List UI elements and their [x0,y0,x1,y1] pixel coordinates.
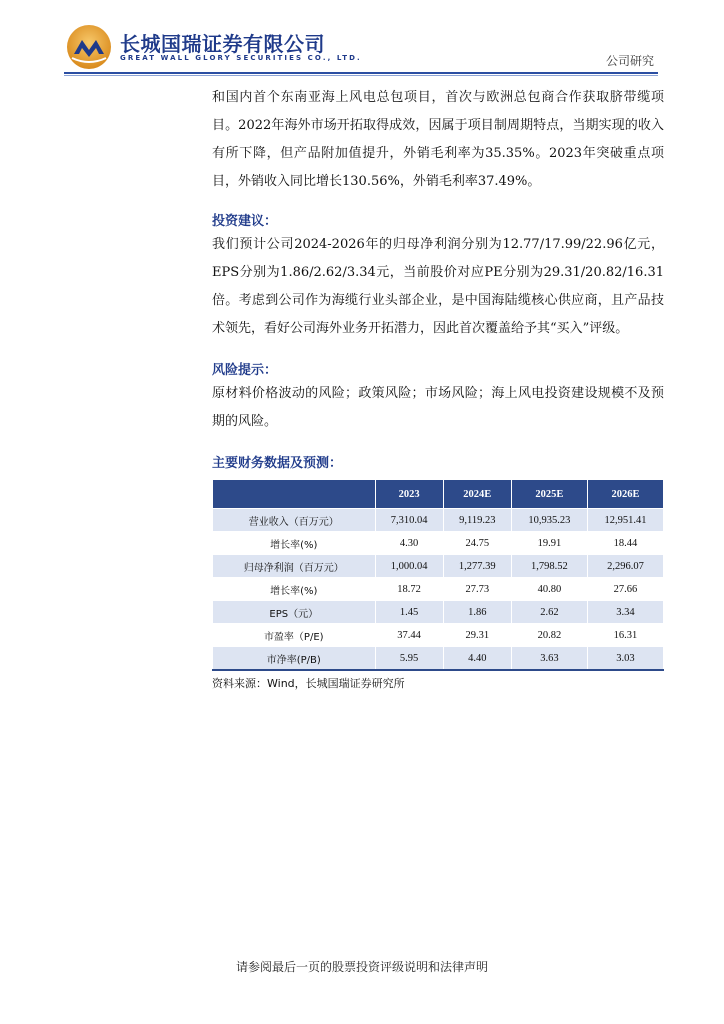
report-body [212,84,664,691]
table-cell: 27.73 [443,578,511,601]
financial-table-title: 主要财务数据及预测： [212,456,343,471]
table-header-cell [213,480,376,509]
table-cell: 3.63 [511,647,587,671]
table-cell: 18.44 [587,532,663,555]
table-cell: 3.34 [587,601,663,624]
table-cell: 4.40 [443,647,511,671]
company-name-en: GREAT WALL GLORY SECURITIES CO., LTD. [120,54,362,62]
table-cell: 37.44 [375,624,443,647]
table-cell: 1,798.52 [511,555,587,578]
investment-advice-text: 我们预计公司2024-2026年的归母净利润分别为12.77/17.99/22.96亿元，EPS分别为1.86/2.62/3.34元，当前股价对应PE分别为29.31/20.82/16.31倍。考虑到公司作为海缆行业头部企业，是中国海陆缆核心供应商，且产品技术领先，看好公司海外业务开拓潜力，因此首次覆盖给予其“买入”评级。 [212,237,664,336]
table-cell: 1,000.04 [375,555,443,578]
table-cell: 29.31 [443,624,511,647]
table-header-cell: 2026E [587,480,663,509]
table-header-row [213,480,664,509]
table-header-cell: 2024E [443,480,511,509]
great-wall-glory-logo-icon [66,24,112,70]
row-label: 增长率(%) [213,578,376,601]
table-header-cell: 2023 [375,480,443,509]
row-label: 营业收入（百万元） [213,509,376,532]
footer-disclaimer: 请参阅最后一页的股票投资评级说明和法律声明 [235,960,488,974]
document-type-label: 公司研究 [605,54,654,68]
table-row [213,601,664,624]
table-cell: 24.75 [443,532,511,555]
table-cell: 1,277.39 [443,555,511,578]
table-cell: 1.45 [375,601,443,624]
intro-paragraph: 和国内首个东南亚海上风电总包项目，首次与欧洲总包商合作获取脐带缆项目。2022年海外市场开拓取得成效，因属于项目制周期特点，当期实现的收入有所下降，但产品附加值提升，外销毛利率为35.35%。2023年突破重点项目，外销收入同比增长130.56%，外销毛利率37.49%。 [212,90,664,189]
header-divider [64,72,658,74]
table-row [213,555,664,578]
table-cell: 16.31 [587,624,663,647]
table-cell: 2.62 [511,601,587,624]
table-cell: 10,935.23 [511,509,587,532]
row-label: 归母净利润（百万元） [213,555,376,578]
table-cell: 3.03 [587,647,663,671]
table-cell: 5.95 [375,647,443,671]
table-cell: 40.80 [511,578,587,601]
investment-advice-title: 投资建议： [212,214,278,229]
risk-title: 风险提示： [212,363,278,378]
table-row [213,578,664,601]
table-row [213,647,664,671]
table-cell: 12,951.41 [587,509,663,532]
table-cell: 27.66 [587,578,663,601]
row-label: EPS（元） [213,601,376,624]
table-cell: 2,296.07 [587,555,663,578]
page-header [0,0,724,80]
table-cell: 19.91 [511,532,587,555]
table-cell: 9,119.23 [443,509,511,532]
table-cell: 4.30 [375,532,443,555]
risk-text: 原材料价格波动的风险；政策风险；市场风险；海上风电投资建设规模不及预期的风险。 [212,386,664,429]
row-label: 市净率(P/B) [213,647,376,671]
table-row [213,532,664,555]
table-row [213,509,664,532]
table-cell: 1.86 [443,601,511,624]
table-row [213,624,664,647]
table-cell: 7,310.04 [375,509,443,532]
table-source-note: 资料来源：Wind，长城国瑞证券研究所 [212,677,405,690]
row-label: 增长率(%) [213,532,376,555]
header-divider-thin [64,75,658,76]
table-cell: 18.72 [375,578,443,601]
company-name-cn: 长城国瑞证券有限公司 [120,32,325,56]
row-label: 市盈率（P/E) [213,624,376,647]
financial-data-table [212,479,664,671]
table-cell: 20.82 [511,624,587,647]
table-header-cell: 2025E [511,480,587,509]
